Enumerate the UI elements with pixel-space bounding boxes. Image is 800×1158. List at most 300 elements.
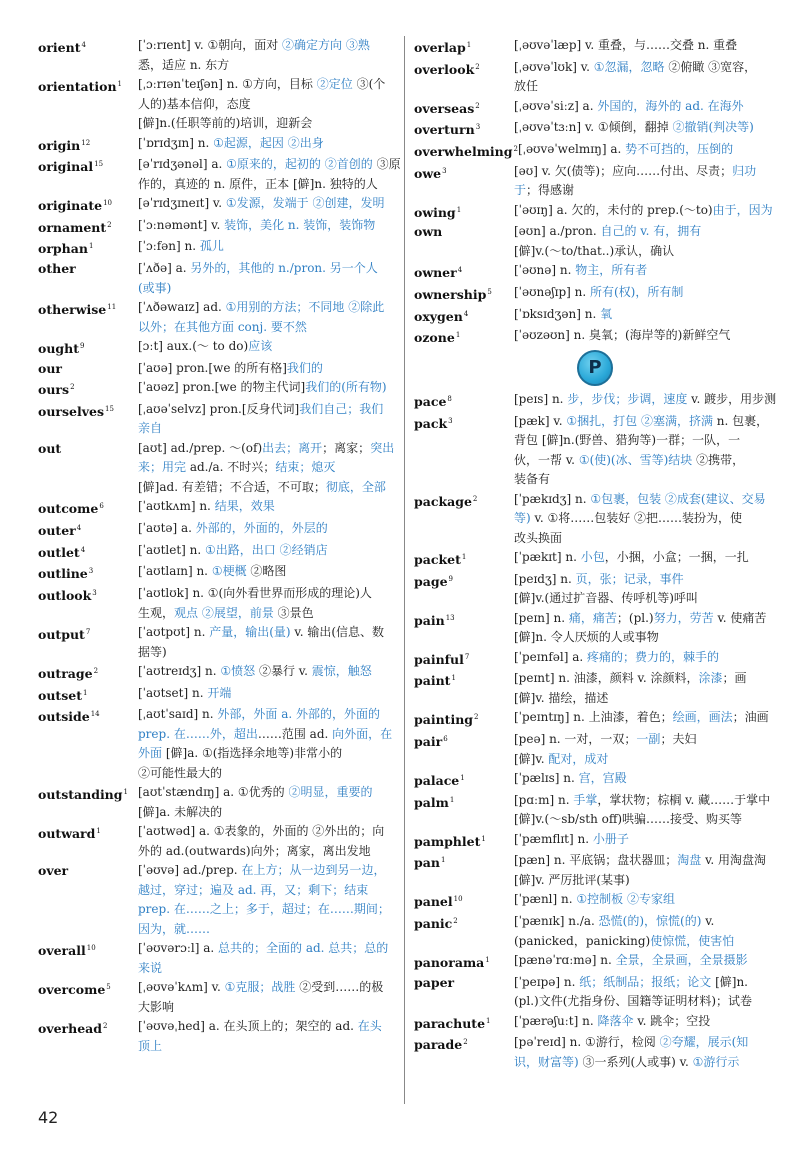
definition-line (138, 684, 398, 704)
section-letter: P (577, 350, 613, 386)
definition-text: [ˈaʊtwəd] a. ①表象的，外面的 ②外出的；向 (138, 824, 385, 839)
definition-line (138, 1037, 398, 1057)
dictionary-entry (38, 337, 398, 359)
frequency-mark: 2 (513, 144, 518, 153)
dictionary-entry (38, 194, 398, 216)
definition-text: [peɪdʒ] n. (514, 571, 576, 586)
definition-text: [ˈʌðə] a. (138, 261, 191, 276)
definition (138, 298, 398, 337)
highlighted-meaning: ①游行示 (692, 1054, 740, 1069)
highlighted-meaning: 总共的；全面的 ad. 总共；总的 (218, 941, 389, 956)
definition-line (514, 951, 776, 971)
dictionary-entry (414, 326, 776, 348)
definition-text: 生观， (138, 605, 175, 620)
definition-line (138, 744, 398, 764)
dictionary-entry (38, 298, 398, 337)
highlighted-meaning: 应该 (248, 339, 273, 354)
definition (514, 97, 776, 119)
definition-text: [僻]v. (514, 751, 549, 766)
dictionary-entry (38, 623, 398, 662)
headword: palace$^1$ (414, 773, 465, 789)
definition (514, 1033, 776, 1072)
highlighted-meaning: 恐慌(的)，惊慌(的) (598, 914, 702, 928)
definition-line (514, 548, 776, 568)
highlighted-meaning: 我们的(所有物) (305, 380, 387, 395)
definition-text: ；画 (722, 671, 747, 686)
definition-line (514, 509, 776, 529)
frequency-mark: 3 (475, 123, 481, 132)
headword: pamphlet$^1$ (414, 833, 486, 849)
highlighted-meaning: ①发源，发端于 ②创建，发明 (225, 196, 385, 211)
definition-line (514, 390, 776, 410)
definition (514, 58, 776, 97)
highlighted-meaning: 识，财富等) (514, 1054, 579, 1069)
definition-text: ③原 (372, 157, 401, 172)
dictionary-entry (414, 648, 776, 670)
definition-line (138, 998, 398, 1018)
definition-text: ；(pl.) (616, 610, 654, 625)
definition-text: 外的 ad.(outwards)向外；离家，离出发地 (138, 843, 371, 858)
definition-line (138, 259, 398, 279)
headword: parade$^2$ (414, 1037, 468, 1053)
definition-line (514, 118, 776, 138)
definition (514, 830, 776, 852)
definition-text: 据等) (138, 644, 167, 659)
definition-line (138, 216, 398, 236)
definition-line (514, 470, 776, 490)
definition-text: [ˈpælɪs] n. (514, 771, 579, 786)
headword: oxygen$^4$ (414, 308, 469, 324)
definition (138, 155, 401, 194)
headword: packet$^1$ (414, 552, 467, 568)
definition-line (514, 162, 776, 182)
definition-text: 改头换面 (514, 530, 563, 545)
highlighted-meaning: 配对，成对 (548, 751, 609, 766)
definition-text: [僻]ad. 有差错；不合适，不可取； (138, 479, 326, 494)
highlighted-meaning: 物主，所有者 (575, 263, 648, 278)
dictionary-entry (414, 951, 776, 973)
dictionary-entry (38, 134, 398, 156)
definition (138, 623, 398, 662)
frequency-mark: 15 (94, 160, 104, 169)
dictionary-entry (414, 973, 776, 1012)
highlighted-meaning: ①原来的，起初的 ②首创的 (226, 157, 373, 172)
definition-line (514, 708, 776, 728)
definition-line (138, 881, 398, 901)
definition-line (514, 669, 776, 689)
dictionary-entry (414, 390, 776, 412)
headword: paper (414, 974, 455, 990)
definition-text: [əʊn] a./pron. (514, 224, 601, 239)
definition-line (514, 412, 776, 432)
frequency-mark: 1 (481, 834, 486, 843)
definition-line (138, 803, 398, 823)
frequency-mark: 1 (123, 788, 128, 797)
highlighted-meaning: 疼痛的；费力的，棘手的 (587, 649, 720, 664)
definition-text: 悉，适应 n. 东方 (138, 57, 230, 72)
definition (518, 140, 776, 162)
definition-text: v. ①将……包装好 ②把……装扮为，使 (530, 511, 743, 526)
definition (514, 305, 776, 327)
dictionary-entry (38, 562, 398, 584)
definition (138, 978, 398, 1017)
highlighted-meaning: 小包 (580, 550, 605, 565)
highlighted-meaning: 等) (514, 511, 531, 526)
definition-line (138, 662, 398, 682)
definition-text: v. 踱步，用步测 (687, 391, 777, 406)
highlighted-meaning: 因为，就…… (138, 921, 211, 936)
frequency-mark: 2 (475, 62, 480, 71)
definition (138, 584, 398, 623)
definition-line (138, 359, 398, 379)
highlighted-meaning: 小册子 (592, 831, 629, 846)
frequency-mark: 3 (88, 567, 94, 576)
definition-text: [ˌəʊvəˈwelmɪŋ] a. (517, 141, 626, 156)
highlighted-meaning: ①忽漏，忽略 (593, 59, 665, 74)
definition-line (138, 541, 398, 561)
definition-text: [pænəˈrɑːmə] n. (514, 953, 616, 967)
definition-line (514, 589, 776, 609)
highlighted-meaning: 出去；离开 (262, 440, 323, 455)
headword: outlook$^3$ (38, 588, 97, 604)
definition (514, 283, 776, 305)
headword: ornament$^2$ (38, 219, 112, 235)
definition-line (138, 378, 398, 398)
headword: outer$^4$ (38, 523, 82, 539)
definition (138, 939, 398, 978)
definition-text: 背包 [僻]n.(野兽、猎狗等)一群；一队，一 (514, 433, 741, 448)
definition (138, 562, 398, 584)
definition-text: [ˈaʊtkʌm] n. (138, 499, 215, 514)
definition-line (514, 851, 776, 871)
headword: over (38, 863, 69, 879)
definition-line (514, 283, 776, 303)
frequency-mark: 2 (475, 101, 480, 110)
headword: package$^2$ (414, 493, 478, 509)
definition (138, 216, 398, 238)
headword: ourselves$^{15}$ (38, 404, 114, 420)
dictionary-entry (38, 861, 398, 939)
dictionary-entry (38, 662, 398, 684)
headword: overwhelming$^2$ (414, 144, 518, 160)
definition-line (514, 830, 776, 850)
definition-line (138, 842, 398, 862)
definition-text: [ˈaʊəz] pron.[we 的物主代词] (138, 380, 306, 395)
dictionary-entry (414, 490, 776, 549)
dictionary-entry (414, 669, 776, 708)
highlighted-meaning: ①包裹，包装 ②成套(建议、交易 (590, 491, 766, 506)
definition-text: [peɪnt] n. 油漆，颜料 v. 涂颜料， (514, 671, 699, 686)
definition-line (514, 242, 776, 262)
dictionary-entry (38, 978, 398, 1017)
highlighted-meaning: 全景，全景画，全景摄影 (615, 953, 748, 967)
frequency-mark: 4 (81, 41, 86, 49)
frequency-mark: 5 (487, 287, 492, 296)
dictionary-entry (38, 541, 398, 563)
definition-text: [peə] n. 一对，一双； (514, 732, 637, 747)
frequency-mark: 1 (82, 688, 88, 697)
frequency-mark: 1 (466, 41, 472, 49)
headword: orphan$^1$ (38, 241, 94, 257)
definition (138, 36, 398, 75)
definition-text: v. (701, 914, 715, 928)
definition-text: [əˈrɪdʒɪneɪt] v. (138, 196, 226, 211)
definition-text: [ˈpænɪk] n./a. (514, 914, 599, 928)
definition (138, 400, 398, 439)
definition-line (514, 1033, 776, 1053)
highlighted-meaning: 归功 (732, 163, 757, 178)
headword: out (38, 440, 62, 456)
definition-text: 人的)基本信仰，态度 (138, 96, 251, 111)
definition-text: ②携带， (692, 452, 745, 467)
definition (514, 791, 776, 830)
highlighted-meaning: 外部的，外面的，外层的 (195, 521, 328, 536)
frequency-mark: 2 (70, 383, 75, 392)
highlighted-meaning: 努力，劳苦 (653, 610, 714, 625)
definition-text: [ˈpærəʃuːt] n. (514, 1013, 598, 1028)
definition-text: [ˈaʊtə] a. (138, 521, 196, 536)
headword: originate$^{10}$ (38, 198, 112, 214)
definition (138, 684, 398, 706)
definition-text: [ˈaʊtset] n. (138, 685, 208, 700)
definition-text: ②俯瞰 ③宽容， (664, 59, 757, 74)
headword: overseas$^2$ (414, 100, 480, 116)
definition (514, 1012, 776, 1034)
definition-text: [僻]n. 令人厌烦的人或事物 (514, 630, 659, 645)
frequency-mark: 15 (105, 404, 114, 413)
definition-line (514, 451, 776, 471)
headword: owner$^4$ (414, 265, 463, 281)
headword: outward$^1$ (38, 826, 101, 842)
definition (138, 822, 398, 861)
highlighted-meaning: 宫，宫殿 (578, 771, 627, 786)
definition (138, 861, 398, 939)
definition-text: v. 输出(信息、数 (290, 625, 385, 640)
highlighted-meaning: 氧 (600, 306, 613, 321)
highlighted-meaning: ①梗概 (211, 564, 247, 579)
frequency-mark: 13 (445, 613, 455, 622)
definition (514, 730, 776, 769)
definition-text: [peɪs] n. (514, 391, 568, 406)
headword: overlook$^2$ (414, 61, 480, 77)
highlighted-meaning: ②确定方向 ③熟 (282, 38, 370, 52)
definition-line (138, 920, 398, 940)
frequency-mark: 1 (486, 1016, 491, 1025)
definition (138, 194, 398, 216)
definition (514, 912, 776, 951)
definition-text: [ˌəʊvəˈlæp] v. 重叠，与……交叠 n. 重叠 (514, 38, 738, 52)
highlighted-meaning: ①愤怒 (220, 664, 256, 679)
frequency-mark: 2 (103, 1022, 108, 1031)
definition-line (514, 810, 776, 830)
frequency-mark: 1 (96, 827, 101, 836)
highlighted-meaning: 自己的 v. 有，拥有 (600, 224, 702, 239)
definition-line (514, 609, 776, 629)
highlighted-meaning: 绘画，画法 (672, 710, 733, 725)
highlighted-meaning: 向外面，在 (332, 726, 393, 741)
definition-line (138, 279, 398, 299)
frequency-mark: 4 (457, 266, 463, 275)
definition-line (514, 628, 776, 648)
definition-text: [ˌɔːrɪənˈteɪʃən] n. ①方向，目标 (138, 77, 317, 91)
definition-line (138, 95, 398, 115)
definition-text: ②可能性最大的 (138, 765, 223, 780)
headword: outline$^3$ (38, 566, 94, 582)
definition-text: [僻]a. ①(指选择余地等)非常小的 (162, 746, 343, 761)
definition (514, 851, 776, 890)
highlighted-meaning: 外部，外面 a. 外部的，外面的 (217, 707, 380, 722)
frequency-mark: 1 (88, 242, 94, 251)
headword: our (38, 360, 63, 376)
definition-text: [ˈaʊtpʊt] n. (138, 625, 210, 640)
definition-line (514, 58, 776, 78)
definition (514, 201, 776, 223)
dictionary-entry (38, 259, 398, 298)
headword: ozone$^1$ (414, 330, 461, 346)
definition-line (514, 261, 776, 281)
definition-text: n. 包裹， (712, 413, 769, 428)
highlighted-meaning: 亲自 (138, 421, 163, 436)
headword: ours$^2$ (38, 382, 75, 398)
headword: pan$^1$ (414, 855, 446, 871)
highlighted-meaning: 所有(权)，所有制 (589, 284, 684, 299)
definition-text: ad./a. 不时兴； (186, 460, 276, 475)
definition (514, 648, 776, 670)
frequency-mark: 4 (463, 309, 469, 318)
frequency-mark: 2 (463, 1038, 468, 1047)
definition-text: [ˌəʊvəˈlʊk] v. (514, 59, 594, 74)
highlighted-meaning: 痛，痛苦 (568, 610, 617, 625)
frequency-mark: 2 (474, 713, 479, 722)
dictionary-entry (38, 75, 398, 134)
definition (138, 439, 398, 498)
definition-line (514, 305, 776, 325)
highlighted-meaning: 另外的，其他的 n./pron. 另一个人 (190, 261, 378, 276)
headword: owing$^1$ (414, 204, 462, 220)
dictionary-entry (414, 1033, 776, 1072)
definition-line (138, 705, 398, 725)
dictionary-entry (414, 201, 776, 223)
highlighted-meaning: 结束；熄灭 (275, 460, 336, 475)
dictionary-entry (414, 162, 776, 201)
definition-line (138, 56, 398, 76)
highlighted-meaning: 纸；纸制品；报纸；论文 (579, 974, 712, 989)
definition-text: [ˌaʊəˈselvz] pron.[反身代词] (138, 401, 300, 416)
frequency-mark: 3 (92, 589, 97, 598)
highlighted-meaning: 越过，穿过；遍及 ad. 再，又；剩下；结束 (138, 882, 369, 897)
dictionary-entry (414, 890, 776, 912)
dictionary-entry (38, 519, 398, 541)
definition-text: ；油画 (732, 710, 769, 725)
definition-line (518, 140, 776, 160)
definition (514, 609, 776, 648)
highlighted-meaning: 开端 (207, 685, 232, 700)
highlighted-meaning: 彻底，全部 (325, 479, 386, 494)
dictionary-entry (38, 939, 398, 978)
headword: otherwise$^{11}$ (38, 302, 117, 318)
frequency-mark: 1 (485, 956, 490, 964)
definition-line (138, 519, 398, 539)
definition-line (138, 861, 398, 881)
definition-text: [ˈpeɪntɪŋ] n. 上油漆，着色； (514, 710, 673, 725)
definition (138, 541, 398, 563)
dictionary-entry (414, 140, 776, 162)
definition (138, 783, 398, 822)
highlighted-meaning: 来说 (138, 960, 163, 975)
highlighted-meaning: 孤儿 (199, 239, 224, 254)
definition-line (514, 529, 776, 549)
definition-line (514, 1012, 776, 1032)
definition (138, 1017, 398, 1056)
highlighted-meaning: 在上方；从一边到另一边， (241, 863, 386, 878)
frequency-mark: 10 (103, 199, 112, 208)
frequency-mark: 7 (85, 628, 91, 637)
frequency-mark: 2 (93, 667, 99, 676)
definition-text: ②暴行 v. (255, 664, 312, 679)
definition-line (514, 97, 776, 117)
definition-line (138, 75, 398, 95)
highlighted-meaning: 外国的，海外的 ad. 在海外 (597, 98, 744, 113)
definition-line (138, 114, 398, 134)
highlighted-meaning: 一副 (636, 732, 661, 747)
definition (514, 118, 776, 140)
definition (138, 378, 398, 400)
definition (514, 390, 776, 412)
headword: pair$^6$ (414, 734, 448, 750)
definition-line (514, 222, 776, 242)
dictionary-entry (414, 730, 776, 769)
definition-text: [pæk] v. (514, 413, 567, 428)
headword: original$^{15}$ (38, 159, 104, 175)
frequency-mark: 10 (453, 895, 463, 904)
definition (138, 337, 398, 359)
highlighted-meaning: prep. 在……外，超出 (138, 726, 258, 741)
definition-text: v. 跳伞；空投 (633, 1013, 711, 1028)
highlighted-meaning: ①用别的方法；不同地 ②除此 (225, 300, 385, 315)
frequency-mark: 10 (86, 944, 96, 953)
definition-text: 大影响 (138, 999, 175, 1014)
highlighted-meaning: 产量，输出(量) (209, 625, 291, 640)
definition-line (514, 730, 776, 750)
headword: paint$^1$ (414, 673, 456, 689)
headword: palm$^1$ (414, 794, 455, 810)
headword: outlet$^4$ (38, 544, 86, 560)
definition-text: ；夫妇 (660, 732, 697, 747)
highlighted-meaning: ②明显，重要的 (288, 785, 373, 800)
definition-text: [僻]v.(通过扩音器、传呼机等)呼叫 (514, 591, 698, 606)
definition-text: 装备有 (514, 472, 551, 487)
frequency-mark: 7 (464, 652, 470, 661)
definition-line (138, 318, 398, 338)
definition-text: [ˌəʊvəˈtɜːn] v. ①倾倒，翻掉 (514, 120, 673, 135)
frequency-mark: 8 (447, 394, 452, 403)
headword: outside$^{14}$ (38, 709, 100, 725)
frequency-mark: 1 (460, 774, 465, 783)
highlighted-meaning: 突出 (370, 440, 395, 455)
definition-text: (panicked，panicking) (514, 933, 651, 948)
headword: outstanding$^1$ (38, 787, 128, 803)
frequency-mark: 6 (443, 735, 448, 744)
headword: overcome$^5$ (38, 982, 111, 998)
headword: page$^9$ (414, 573, 454, 589)
definition-text: [ɔːt] aux.(～ to do) (138, 339, 249, 354)
definition (138, 75, 398, 134)
definition-text: [ˈɔːnəmənt] v. (138, 217, 225, 232)
highlighted-meaning: 震惊，触怒 (311, 664, 372, 679)
headword: overhead$^2$ (38, 1021, 108, 1037)
definition-text: [ˌəʊvəˈsiːz] a. (514, 98, 598, 113)
highlighted-meaning: ②撤销(判决等) (672, 120, 754, 135)
